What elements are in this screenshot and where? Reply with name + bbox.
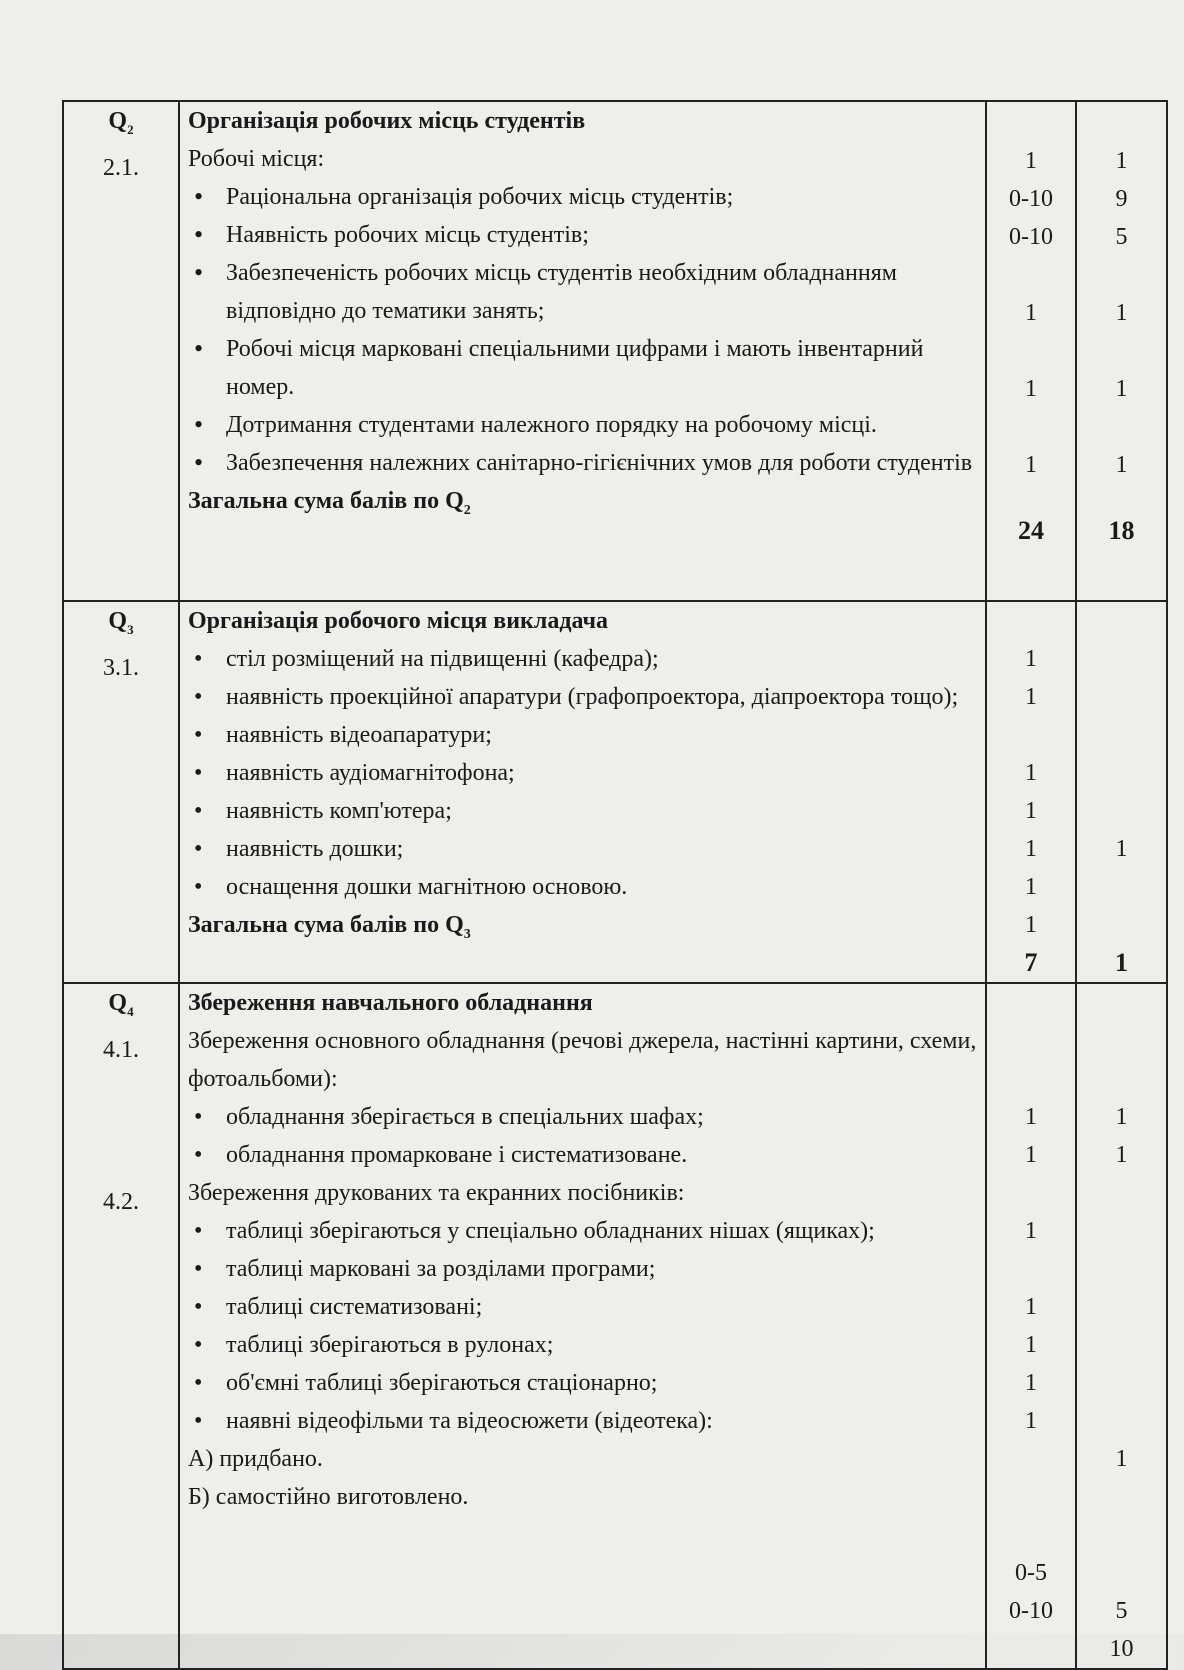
score-value: 10 (1109, 1636, 1134, 1662)
score-value: 1 (1025, 1370, 1037, 1396)
q3-total-actual: 1 (1115, 948, 1128, 977)
q4-lead-1: Збереження основного обладнання (речові джерела, настінні картини, схеми, фотоальбоми): (188, 1028, 977, 1092)
score-value: 1 (1115, 1104, 1128, 1130)
score-value: 1 (1025, 760, 1037, 786)
q2-total-max: 24 (1018, 516, 1044, 545)
score-value: 1 (1025, 1218, 1037, 1244)
score-value: 1 (1025, 452, 1037, 478)
score-value: 0-10 (1009, 186, 1053, 212)
q3-item-number: 3.1. (103, 654, 139, 681)
list-item: • таблиці марковані за розділами програми; (188, 1250, 985, 1288)
score-value: 1 (1115, 1446, 1128, 1472)
q4-label: $Q_4$ (108, 990, 134, 1019)
q3-content-cell (179, 601, 986, 983)
list-item: • Дотримання студентами належного порядку на робочому місці. (188, 406, 985, 444)
list-item: • оснащення дошки магнітною основою. (188, 868, 985, 906)
score-value: 1 (1025, 798, 1037, 824)
q4-item-number-1: 4.1. (103, 1036, 139, 1063)
q4-content-cell (179, 983, 986, 1669)
score-value: 9 (1115, 186, 1128, 212)
score-value: 1 (1025, 1294, 1037, 1320)
q2-actual-score-cell (1076, 101, 1167, 601)
q2-item-number: 2.1. (103, 154, 139, 181)
list-item: • таблиці зберігаються в рулонах; (188, 1326, 985, 1364)
score-value: 5 (1115, 1598, 1128, 1624)
score-value: 1 (1025, 912, 1037, 938)
q4-option-a: А) придбано. (188, 1446, 323, 1472)
q2-total-label: Загальна сума балів по $Q_2$ (188, 488, 471, 518)
score-value: 1 (1025, 874, 1037, 900)
q4-max-score-cell (986, 983, 1076, 1669)
q3-actual-score-cell (1076, 601, 1167, 983)
table-row-q2 (63, 101, 1167, 601)
score-value: 1 (1025, 836, 1037, 862)
score-value: 1 (1025, 1104, 1037, 1130)
list-item: • об'ємні таблиці зберігаються стаціонарно; (188, 1364, 985, 1402)
q2-max-score-cell (986, 101, 1076, 601)
list-item: • таблиці систематизовані; (188, 1288, 985, 1326)
list-item: • таблиці зберігаються у спеціально обладнаних нішах (ящиках); (188, 1212, 985, 1250)
list-item: • Забезпеченість робочих місць студентів необхідним обладнанням відповідно до тематики занять; (188, 254, 985, 330)
score-value: 5 (1115, 224, 1128, 250)
q2-label: $Q_2$ (108, 108, 134, 137)
score-value: 0-10 (1009, 1598, 1053, 1624)
list-item: • наявність проекційної апаратури (графопроектора, діапроектора тощо); (188, 678, 985, 716)
list-item: • стіл розміщений на підвищенні (кафедра); (188, 640, 985, 678)
q4-number-cell (63, 983, 179, 1669)
q3-number-cell (63, 601, 179, 983)
list-item: • обладнання промарковане і систематизоване. (188, 1136, 985, 1174)
q3-label: $Q_3$ (108, 608, 134, 637)
score-value: 1 (1115, 452, 1128, 478)
q3-total-max: 7 (1024, 948, 1038, 977)
score-value: 1 (1025, 684, 1037, 710)
score-value: 1 (1025, 300, 1037, 326)
score-value: 0-10 (1009, 224, 1053, 250)
list-item: • наявність комп'ютера; (188, 792, 985, 830)
evaluation-table (62, 100, 1168, 1670)
list-item: • наявні відеофільми та відеосюжети (відеотека): (188, 1402, 985, 1440)
q2-total-actual: 18 (1108, 516, 1135, 545)
list-item: • наявність аудіомагнітофона; (188, 754, 985, 792)
q3-total-label: Загальна сума балів по $Q_3$ (188, 912, 471, 942)
q4-item-number-2: 4.2. (103, 1188, 139, 1215)
score-value: 1 (1115, 836, 1128, 862)
q2-lead: Робочі місця: (188, 146, 325, 172)
list-item: • обладнання зберігається в спеціальних шафах; (188, 1098, 985, 1136)
score-value: 1 (1025, 376, 1037, 402)
list-item: • наявність відеоапаратури; (188, 716, 985, 754)
list-item: • Наявність робочих місць студентів; (188, 216, 985, 254)
score-value: 1 (1025, 148, 1037, 174)
score-value: 0-5 (1015, 1560, 1047, 1586)
q3-title: Організація робочого місця викладача (188, 608, 609, 634)
q4-lead-2: Збереження друкованих та екранних посібників: (188, 1180, 685, 1206)
score-value: 1 (1115, 300, 1128, 326)
table-row-q4 (63, 983, 1167, 1669)
list-item: • Забезпечення належних санітарно-гігієнічних умов для роботи студентів (188, 444, 985, 482)
table-row-q3 (63, 601, 1167, 983)
score-value: 1 (1115, 148, 1128, 174)
list-item: • Робочі місця марковані спеціальними цифрами і мають інвентарний номер. (188, 330, 985, 406)
score-value: 1 (1115, 1142, 1128, 1168)
score-value: 1 (1025, 1332, 1037, 1358)
score-value: 1 (1025, 1408, 1037, 1434)
list-item: • наявність дошки; (188, 830, 985, 868)
q2-content-cell (179, 101, 986, 601)
score-value: 1 (1025, 646, 1037, 672)
q4-actual-score-cell (1076, 983, 1167, 1669)
score-value: 1 (1025, 1142, 1037, 1168)
q4-title: Збереження навчального обладнання (188, 990, 593, 1016)
q2-title: Організація робочих місць студентів (188, 108, 586, 134)
score-value: 1 (1115, 376, 1128, 402)
list-item: • Раціональна організація робочих місць студентів; (188, 178, 985, 216)
q4-option-b: Б) самостійно виготовлено. (188, 1484, 469, 1510)
q3-max-score-cell (986, 601, 1076, 983)
q2-number-cell (63, 101, 179, 601)
